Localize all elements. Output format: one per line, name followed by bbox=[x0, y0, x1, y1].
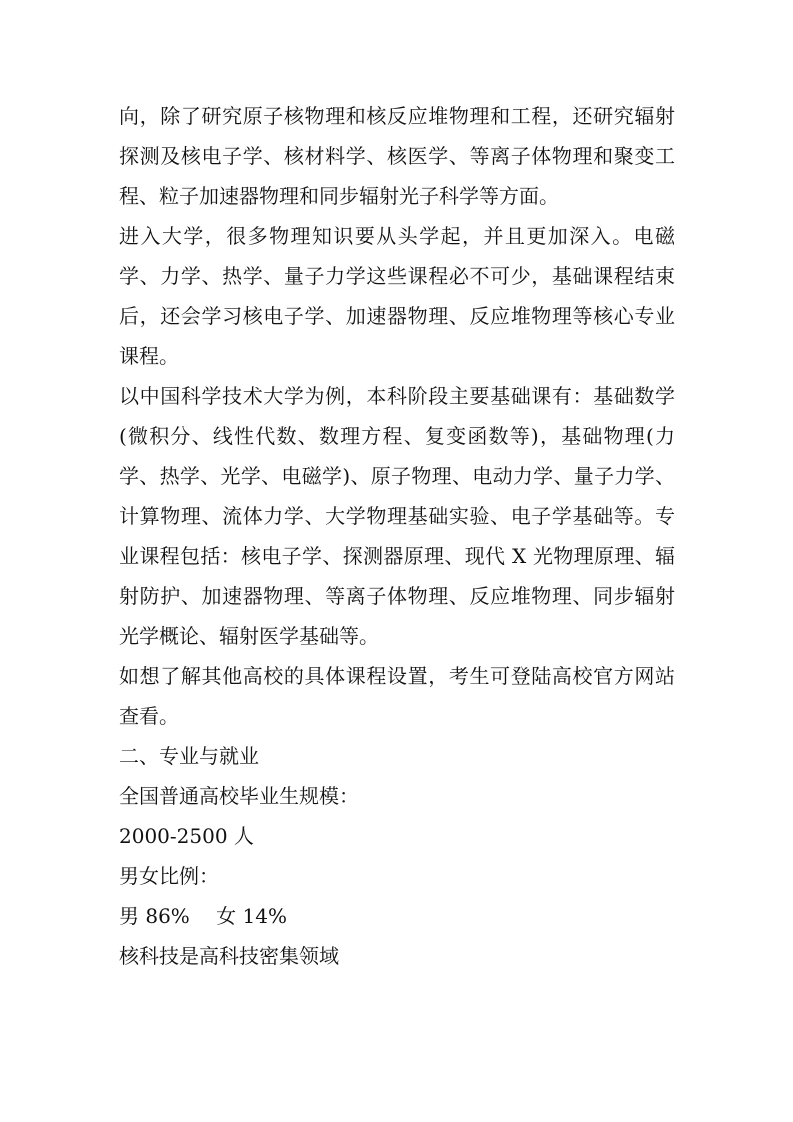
label-graduate-scale: 全国普通高校毕业生规模： bbox=[119, 784, 359, 808]
paragraph-other-universities: 如想了解其他高校的具体课程设置，考生可登陆高校官方网站查看。 bbox=[119, 664, 675, 728]
paragraph-university-courses: 进入大学，很多物理知识要从头学起，并且更加深入。电磁学、力学、热学、量子力学这些课程必不可少，基础课程结束后，还会学习核电子学、加速器物理、反应堆物理等核心专业课程。 bbox=[119, 224, 675, 368]
paragraph-high-tech-field: 核科技是高科技密集领域 bbox=[119, 944, 339, 968]
value-gender-ratio: 男 86% 女 14% bbox=[119, 904, 287, 928]
label-gender-ratio: 男女比例： bbox=[119, 864, 219, 888]
section-heading-major-employment: 二、专业与就业 bbox=[119, 744, 259, 768]
paragraph-ustc-example: 以中国科学技术大学为例，本科阶段主要基础课有：基础数学(微积分、线性代数、数理方程、复变函数等)，基础物理(力学、热学、光学、电磁学)、原子物理、电动力学、量子力学、计算物理、流体力学、大学物理基础实验、电子学基础等。专业课程包括：核电子学、探测器原理、现代 X 光物理原理、辐射防护、加速器物理、等离子体物理、反应堆物理、同步辐射光学概论、辐射医学基础等。 bbox=[119, 384, 675, 648]
paragraph-research-areas: 向，除了研究原子核物理和核反应堆物理和工程，还研究辐射探测及核电子学、核材料学、核医学、等离子体物理和聚变工程、粒子加速器物理和同步辐射光子科学等方面。 bbox=[119, 104, 675, 208]
value-graduate-scale: 2000-2500 人 bbox=[119, 824, 254, 848]
document-body bbox=[119, 96, 675, 976]
